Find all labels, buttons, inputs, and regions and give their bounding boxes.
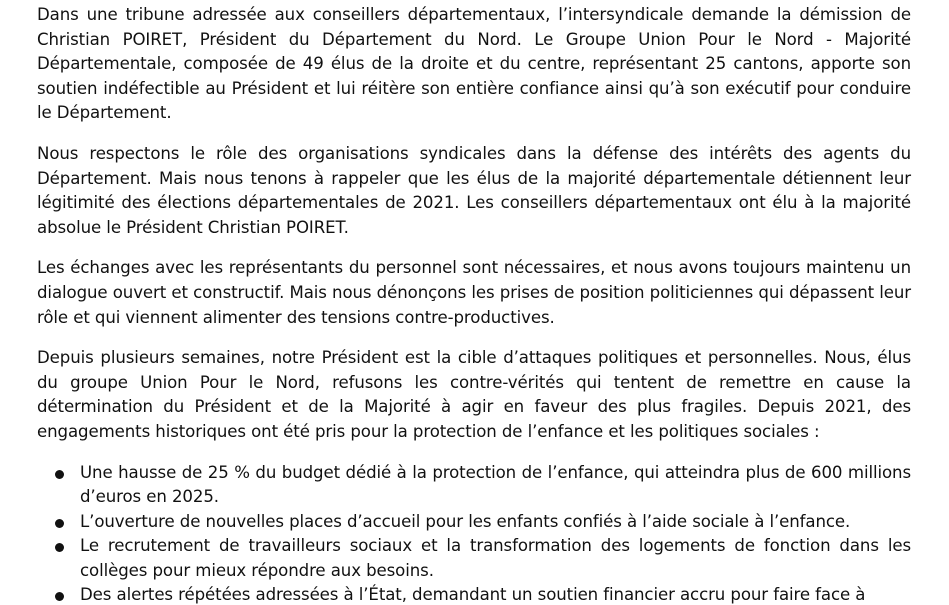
list-item — [37, 461, 911, 510]
paragraph-4: Depuis plusieurs semaines, notre Président est la cible d’attaques politiques et personnelles. Nous, élus du groupe Union Pour le Nord, refusons les contre-vérités qui tentent de remettre en cause la détermination du Président et de la Majorité à agir en faveur des plus fragiles. Depuis 2021, des engagements historiques ont été pris pour la protection de l’enfance et les politiques sociales : — [37, 348, 911, 441]
commitments-list — [37, 461, 911, 605]
bullet-dot-icon — [55, 592, 64, 601]
list-item-text: L’ouverture de nouvelles places d’accueil pour les enfants confiés à l’aide sociale à l’enfance. — [80, 511, 851, 531]
paragraph-3: Les échanges avec les représentants du personnel sont nécessaires, et nous avons toujours maintenu un dialogue ouvert et constructif. Mais nous dénonçons les prises de position politiciennes qui dépassent leur rôle et qui viennent alimenter des tensions contre-productives. — [37, 258, 911, 327]
list-item-text: Le recrutement de travailleurs sociaux et la transformation des logements de fonction dans les collèges pour mieux répondre aux besoins. — [80, 536, 911, 580]
bullet-dot-icon — [55, 543, 64, 552]
list-item — [37, 583, 911, 605]
bullet-dot-icon — [55, 519, 64, 528]
list-item — [37, 534, 911, 583]
list-item-text: Des alertes répétées adressées à l’État, demandant un soutien financier accru pour faire face à — [80, 585, 866, 605]
paragraph-2: Nous respectons le rôle des organisations syndicales dans la défense des intérêts des agents du Département. Mais nous tenons à rappeler que les élus de la majorité départementale détiennent leur légitimité des élections départementales de 2021. Les conseillers départementaux ont élu à la majorité absolue le Président Christian POIRET. — [37, 143, 911, 237]
list-item — [37, 510, 911, 535]
list-item-text: Une hausse de 25 % du budget dédié à la protection de l’enfance, qui atteindra plus de 600 millions d’euros en 2025. — [80, 462, 911, 507]
paragraph-1: Dans une tribune adressée aux conseillers départementaux, l’intersyndicale demande la démission de Christian POIRET, Président du Département du Nord. Le Groupe Union Pour le Nord - Majorité Départementale, composée de 49 élus de la droite et du centre, représentant 25 cantons, apporte son soutien indéfectible au Président et lui réitère son entière confiance ainsi qu’à son exécutif pour conduire le Département. — [37, 5, 911, 123]
bullet-dot-icon — [55, 470, 64, 479]
